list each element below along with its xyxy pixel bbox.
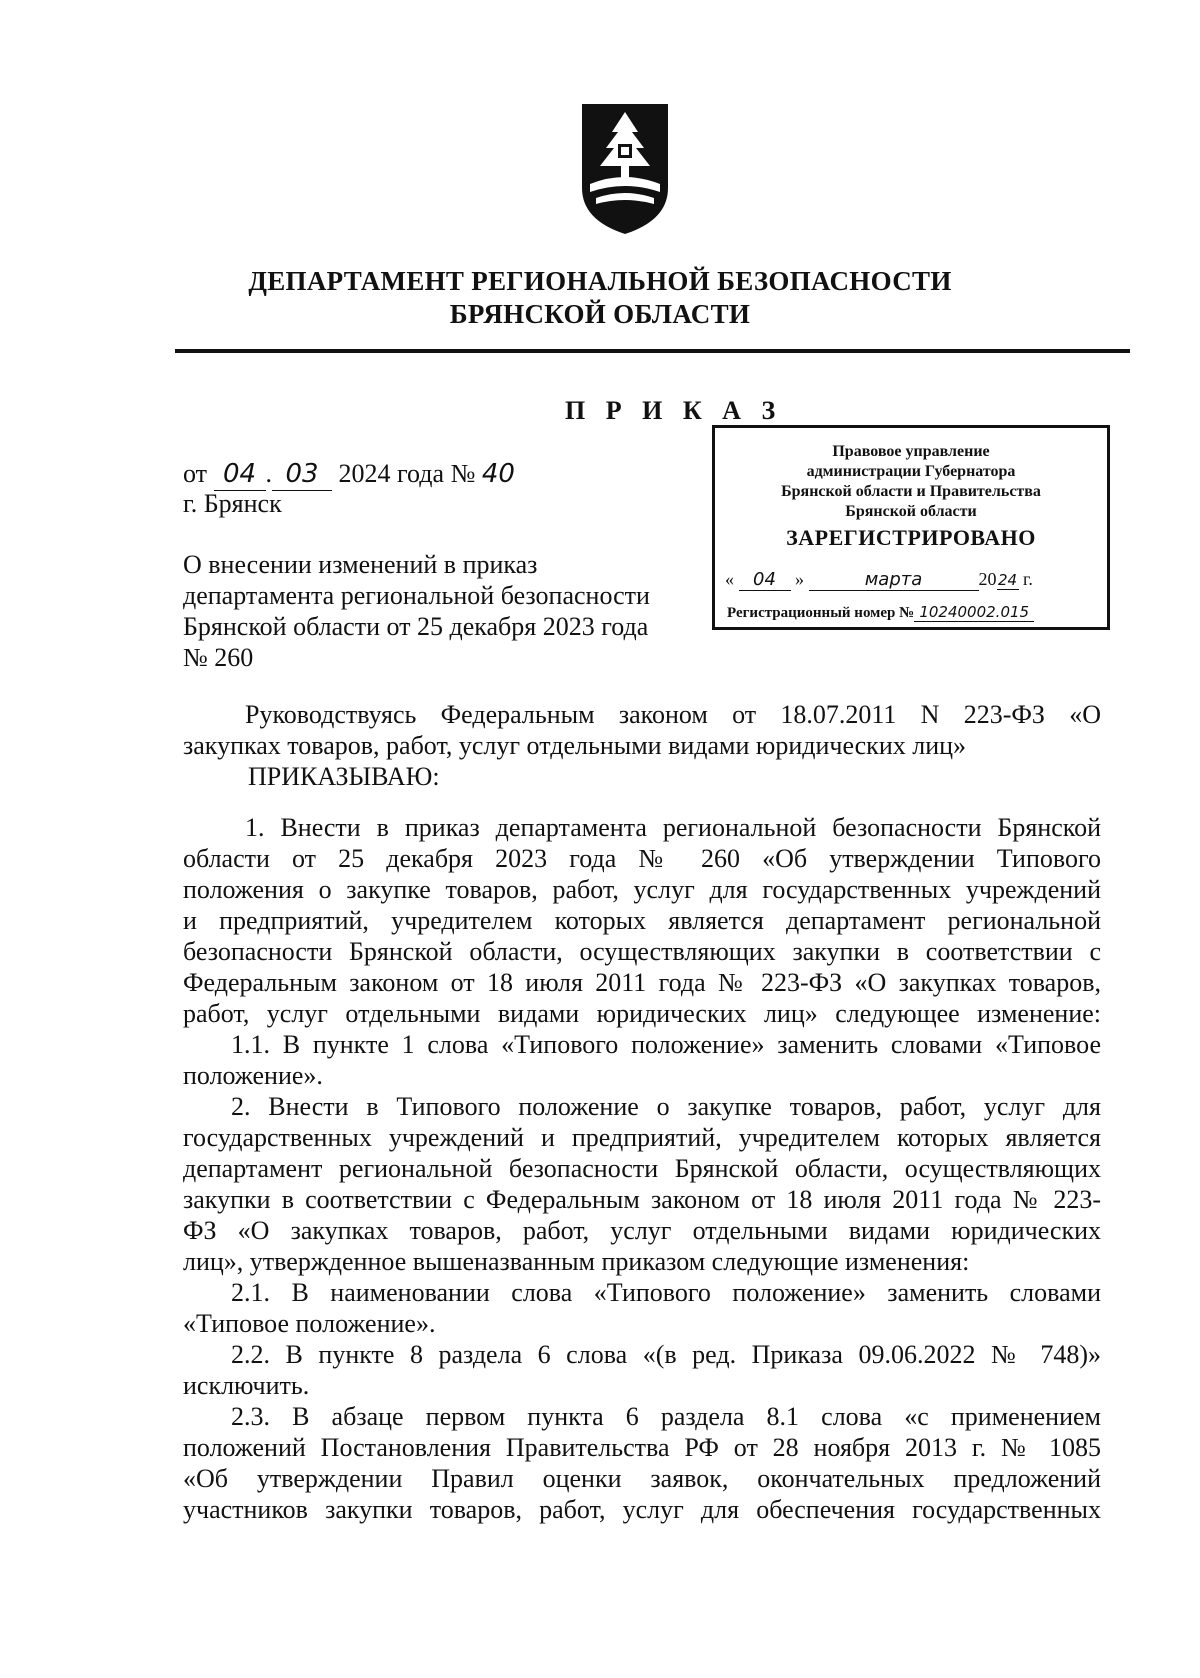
subject-line: О внесении изменений в приказ — [183, 550, 538, 579]
order-subject — [183, 549, 650, 673]
body-line: 2. Внести в Типового положение о закупке товаров, работ, услуг для — [231, 1092, 1101, 1121]
order-day: 04 — [214, 459, 266, 491]
body-line: закупки в соответствии с Федеральным законом от 18 июля 2011 года № 223- — [183, 1185, 1101, 1214]
body-line: 2.3. В абзаце первом пункта 6 раздела 8.1 слова «с применением — [231, 1402, 1101, 1431]
body-line: 2.2. В пункте 8 раздела 6 слова «(в ред. Приказа 09.06.2022 № 748)» — [231, 1340, 1101, 1369]
order-date-number — [183, 458, 515, 491]
stamp-registered: ЗАРЕГИСТРИРОВАНО — [786, 525, 1036, 550]
stamp-year-prefix: 20 — [978, 569, 997, 589]
order-number: 40 — [481, 459, 515, 489]
order-year: 2024 года — [338, 459, 445, 488]
stamp-line: Правовое управление — [832, 443, 990, 460]
stamp-line: Брянской области и Правительства — [781, 483, 1041, 500]
subject-line: Брянской области от 25 декабря 2023 года — [183, 612, 649, 641]
stamp-line: Брянской области — [845, 503, 977, 520]
body-line-decree: ПРИКАЗЫВАЮ: — [248, 762, 440, 791]
body-line: государственных учреждений и предприятий, учредителем которых является — [183, 1123, 1101, 1152]
body-line: Руководствуясь Федеральным законом от 18.07.2011 N 223-ФЗ «О — [245, 700, 1101, 729]
order-prefix: от — [183, 459, 208, 488]
stamp-month: марта — [809, 569, 979, 591]
department-name-line1: ДЕПАРТАМЕНТ РЕГИОНАЛЬНОЙ БЕЗОПАСНОСТИ — [248, 266, 952, 296]
body-line: положений Постановления Правительства РФ от 28 ноября 2013 г. № 1085 — [183, 1433, 1101, 1462]
body-line: положение». — [183, 1061, 323, 1090]
stamp-reg-number: 10240002.015 — [914, 603, 1034, 622]
body-line: «Об утверждении Правил оценки заявок, окончательных предложений — [183, 1464, 1101, 1493]
order-date-dot: . — [265, 459, 273, 488]
body-line: исключить. — [183, 1371, 310, 1400]
stamp-year-end: г. — [1023, 569, 1033, 589]
body-line: работ, услуг отдельными видами юридических лиц» следующее изменение: — [183, 999, 1101, 1028]
body-line: 1. Внести в приказ департамента региональной безопасности Брянской — [245, 813, 1101, 842]
body-line: участников закупки товаров, работ, услуг для обеспечения государственных — [183, 1495, 1101, 1524]
subject-line: № 260 — [183, 643, 254, 672]
body-line: лиц», утвержденное вышеназванным приказом следующие изменения: — [183, 1247, 970, 1276]
order-title: П Р И К А З — [565, 396, 783, 425]
coat-of-arms-icon — [578, 100, 672, 238]
stamp-date — [725, 569, 1105, 591]
body-line: 2.1. В наименовании слова «Типового положение» заменить словами — [231, 1278, 1101, 1307]
body-line: Федеральным законом от 18 июля 2011 года № 223-ФЗ «О закупках товаров, — [183, 968, 1101, 997]
body-line: закупках товаров, работ, услуг отдельными видами юридических лиц» — [183, 731, 967, 760]
order-month: 03 — [272, 459, 332, 491]
stamp-line: администрации Губернатора — [806, 463, 1016, 480]
body-line: области от 25 декабря 2023 года № 260 «Об утверждении Типового — [183, 844, 1101, 873]
stamp-reg-number-row — [727, 603, 1034, 622]
body-line: и предприятий, учредителем которых является департамент региональной — [183, 906, 1101, 935]
stamp-reg-label: Регистрационный номер № — [727, 605, 915, 621]
body-line: департамент региональной безопасности Брянской области, осуществляющих — [183, 1154, 1101, 1183]
header-divider — [175, 349, 1130, 353]
body-line: положения о закупке товаров, работ, услуг для государственных учреждений — [183, 875, 1101, 904]
stamp-quote-open: « — [725, 569, 734, 589]
stamp-year-suffix: 24 — [997, 571, 1018, 589]
order-city: г. Брянск — [183, 489, 282, 518]
body-line: безопасности Брянской области, осуществляющих закупки в соответствии с — [183, 937, 1101, 966]
department-name-line2: БРЯНСКОЙ ОБЛАСТИ — [449, 299, 751, 329]
subject-line: департамента региональной безопасности — [183, 581, 650, 610]
order-number-sign: № — [450, 459, 476, 488]
stamp-day: 04 — [739, 569, 791, 591]
body-line: «Типовое положение». — [183, 1309, 436, 1338]
registration-stamp — [712, 425, 1110, 630]
body-line: 1.1. В пункте 1 слова «Типового положение» заменить словами «Типовое — [231, 1030, 1101, 1059]
stamp-quote-close: » — [795, 569, 804, 589]
body-line: ФЗ «О закупках товаров, работ, услуг отдельными видами юридических — [183, 1216, 1101, 1245]
